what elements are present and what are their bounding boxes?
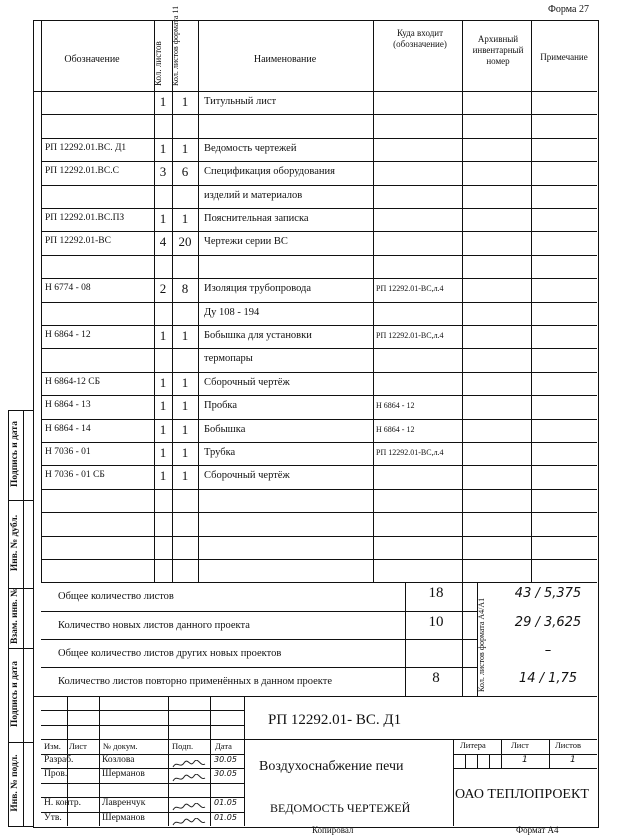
stamp-col-izm: Изм. (44, 741, 61, 752)
side-label: Инв. № дубл. (10, 514, 20, 572)
row-sheet-count: 4 (159, 234, 167, 250)
row-name: Спецификация оборудования (204, 166, 335, 178)
stamp-col-sign: Подп. (172, 741, 194, 752)
totals-rule (41, 667, 477, 668)
totals-a4-value: 43 / 5,375 (514, 586, 582, 602)
row-sheet-count: 1 (159, 445, 167, 460)
side-rule (8, 648, 33, 649)
totals-rule (33, 696, 597, 697)
row-sheet-count: 1 (159, 374, 167, 390)
header-note: Примечание (540, 52, 588, 62)
stamp-role: Разраб. (44, 754, 74, 765)
side-rule (23, 410, 24, 826)
side-rule (8, 410, 9, 826)
side-label: Инв. № подл. (10, 754, 20, 812)
stamp-rule (99, 696, 100, 826)
side-label: Подпись и дата (10, 421, 20, 487)
row-sheet-count: 1 (159, 211, 167, 226)
row-sheet-count-format: 1 (181, 211, 189, 226)
stamp-rule (453, 739, 454, 826)
stamp-rule (41, 710, 244, 711)
header-name: Наименование (253, 54, 317, 65)
row-rule (41, 114, 597, 115)
stamp-role: Пров. (44, 769, 68, 780)
row-rule (41, 419, 597, 420)
totals-a4-value: – (544, 643, 552, 658)
stamp-code: РП 12292.01- ВС. Д1 (268, 711, 402, 728)
row-rule (41, 185, 597, 186)
header-archive: Архивный инвентарный номер (472, 34, 524, 66)
row-rule (41, 325, 597, 326)
row-rule (41, 138, 597, 139)
stamp-rule (210, 696, 211, 826)
row-name: Пробка (204, 400, 238, 412)
header-sheet-count: Кол. листов (153, 41, 163, 86)
row-name: Титульный лист (204, 96, 277, 107)
header-designation: Обозначение (64, 54, 120, 65)
row-sheet-count-format: 1 (181, 421, 189, 437)
row-designation: Н 7036 - 01 (45, 447, 91, 457)
side-rule (8, 826, 33, 827)
row-sheet-count-format: 1 (181, 374, 189, 390)
row-name: Чертежи серии ВС (204, 236, 288, 248)
row-destination: РП 12292.01-ВС,л.4 (376, 448, 444, 457)
stamp-date: 01.05 (214, 798, 237, 808)
row-name: Сборочный чертёж (204, 376, 290, 388)
row-name: Бобышка (204, 423, 246, 435)
row-rule (41, 231, 597, 232)
header-destination: Куда входит (обозначение) (393, 28, 447, 49)
row-sheet-count: 1 (159, 468, 167, 484)
stamp-org: ОАО ТЕПЛОПРОЕКТ (455, 786, 589, 802)
row-sheet-count-format: 1 (181, 445, 189, 460)
stamp-name: Козлова (102, 754, 135, 765)
signature-scribble (172, 770, 206, 779)
signature-scribble (172, 756, 206, 765)
row-designation: Н 6864 - 14 (45, 423, 91, 434)
row-sheet-count-format: 1 (181, 94, 189, 109)
stamp-rule (477, 754, 478, 768)
row-rule (41, 348, 597, 349)
row-name: термопары (204, 353, 253, 365)
row-sheet-count-format: 1 (181, 140, 189, 156)
row-destination: Н 6864 - 12 (376, 401, 415, 411)
stamp-col-doc: № докум. (103, 741, 138, 752)
totals-value: 10 (428, 613, 444, 630)
a4-label: Кол. листов формата А4/А1 (477, 597, 486, 692)
totals-value: 8 (432, 670, 440, 687)
side-rule (8, 742, 33, 743)
row-sheet-count-format: 1 (181, 398, 189, 414)
stamp-rule (244, 739, 597, 740)
row-sheet-count: 1 (159, 398, 167, 414)
stamp-date: 30.05 (214, 754, 237, 764)
row-destination: РП 12292.01-ВС,л.4 (376, 284, 444, 294)
row-sheet-count-format: 1 (181, 328, 189, 343)
stamp-name: Шерманов (102, 769, 145, 780)
stamp-date: 30.05 (214, 769, 237, 779)
totals-rule (41, 639, 477, 640)
stamp-col-list: Лист (69, 741, 87, 752)
row-rule (41, 442, 597, 443)
stamp-sheet-value: 1 (522, 754, 528, 765)
header-sheet-count-format: Кол. листов формата 11 (171, 5, 180, 86)
row-rule (41, 582, 597, 583)
totals-value: 18 (428, 585, 444, 602)
totals-label: Общее количество листов (58, 591, 174, 603)
row-sheet-count-format: 6 (181, 164, 189, 180)
side-rule (8, 500, 33, 501)
stamp-rule (41, 725, 244, 726)
row-rule (41, 559, 597, 560)
row-name: Сборочный чертёж (204, 470, 290, 482)
footer-format: Формат А4 (516, 825, 559, 835)
stamp-rule (465, 754, 466, 768)
totals-label: Количество листов повторно применённых в данном проекте (58, 676, 332, 688)
row-rule (41, 278, 597, 279)
row-rule (41, 536, 597, 537)
stamp-rule (244, 696, 245, 826)
row-sheet-count: 2 (159, 281, 167, 297)
row-name: Трубка (204, 447, 236, 458)
stamp-rule (168, 696, 169, 826)
footer-copied: Копировал (312, 825, 354, 835)
form-label: Форма 27 (548, 4, 589, 15)
stamp-title: Воздухоснабжение печи (259, 759, 404, 775)
stamp-subtitle: ВЕДОМОСТЬ ЧЕРТЕЖЕЙ (270, 801, 411, 816)
totals-a4-value: 14 / 1,75 (518, 671, 578, 687)
stamp-rule (41, 783, 244, 784)
stamp-rule (453, 768, 597, 769)
row-name: изделий и материалов (204, 189, 303, 201)
row-sheet-count: 3 (159, 164, 167, 180)
row-name: Изоляция трубопровода (204, 283, 312, 295)
totals-a4-value: 29 / 3,625 (514, 614, 582, 630)
row-sheet-count-format: 1 (181, 468, 189, 484)
signature-scribble (172, 814, 206, 823)
row-sheet-count: 1 (159, 421, 167, 437)
row-name: Ведомость чертежей (204, 142, 297, 154)
row-destination: РП 12292.01-ВС,л.4 (376, 331, 444, 340)
stamp-sheet: Лист (511, 740, 529, 751)
side-label: Взам. инв. № (10, 587, 20, 644)
row-rule (41, 512, 597, 513)
row-designation: РП 12292.01.ВС. Д1 (45, 142, 127, 153)
side-rule (8, 410, 33, 411)
signature-scribble (172, 799, 206, 808)
row-designation: Н 6774 - 08 (45, 283, 91, 294)
stamp-litera: Литера (460, 740, 486, 751)
row-designation: РП 12292.01.ВС.С (45, 166, 119, 177)
totals-label: Количество новых листов данного проекта (58, 619, 250, 631)
row-destination: Н 6864 - 12 (376, 424, 415, 434)
stamp-name: Шерманов (102, 812, 145, 823)
stamp-role: Утв. (44, 812, 62, 823)
header-rule (33, 91, 597, 92)
row-designation: Н 6864 - 12 (45, 330, 91, 340)
row-rule (41, 489, 597, 490)
stamp-col-date: Дата (215, 741, 232, 752)
row-designation: РП 12292.01.ВС.ПЗ (45, 213, 125, 223)
stamp-rule (41, 739, 244, 740)
totals-rule (462, 582, 463, 695)
row-name: Бобышка для установки (204, 330, 312, 341)
row-rule (41, 372, 597, 373)
totals-rule (405, 582, 406, 695)
row-sheet-count: 1 (159, 94, 167, 109)
row-name: Пояснительная записка (204, 213, 309, 224)
stamp-sheets: Листов (555, 740, 581, 751)
row-rule (41, 255, 597, 256)
row-designation: РП 12292.01-ВС (45, 236, 111, 247)
row-designation: Н 6864-12 СБ (45, 376, 101, 387)
totals-label: Общее количество листов других новых проектов (58, 648, 282, 659)
stamp-role: Н. контр. (44, 798, 81, 809)
totals-rule (41, 611, 477, 612)
row-rule (41, 395, 597, 396)
row-sheet-count-format: 8 (181, 281, 189, 297)
stamp-date: 01.05 (214, 812, 237, 822)
row-designation: Н 7036 - 01 СБ (45, 470, 105, 481)
row-name: Ду 108 - 194 (204, 306, 260, 318)
row-sheet-count: 1 (159, 140, 167, 156)
row-rule (41, 302, 597, 303)
row-rule (41, 161, 597, 162)
side-label: Подпись и дата (10, 661, 20, 727)
stamp-sheets-value: 1 (570, 754, 576, 765)
row-rule (41, 465, 597, 466)
row-rule (41, 208, 597, 209)
row-sheet-count: 1 (159, 328, 167, 343)
stamp-rule (489, 754, 490, 768)
stamp-name: Лавренчук (102, 798, 146, 809)
row-sheet-count-format: 20 (178, 234, 192, 250)
row-designation: Н 6864 - 13 (45, 400, 91, 411)
